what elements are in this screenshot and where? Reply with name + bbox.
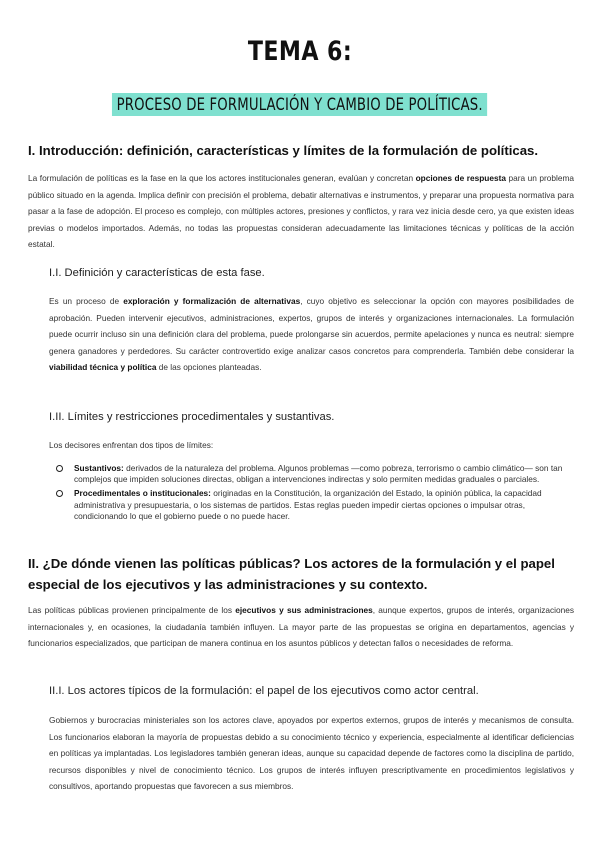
limits-list — [56, 463, 576, 525]
section-1-paragraph — [28, 170, 574, 253]
text-run: para un problema público situado en la agenda. Implica definir con precisión el problema, debatir alternativas e instrumentos, y preparar una propuesta normativa para pasar a la fase de adopción. El proceso es complejo, con múltiples actores, presiones y conflictos, y rara vez inicia desde cero, ya que existen ideas previas o modelos importados. Además, no todas las propuestas consideran adecuadamente las limitaciones técnicas y políticas de la acción estatal. — [28, 173, 575, 250]
list-item — [56, 488, 576, 522]
text-run: La formulación de políticas es la fase en la que los actores institucionales generan, evalúan y concretan — [28, 173, 416, 183]
text-run: originadas en la Constitución, la organización del Estado, la opinión pública, la capacidad administrativa y presupuestaria, o los sistemas de partidos. Estas reglas pueden impedir ciertas opciones o impulsar otras, condicionando lo que el gobierno puede o no puede hacer. — [74, 488, 542, 521]
page-subtitle: PROCESO DE FORMULACIÓN Y CAMBIO DE POLÍTICAS. — [112, 93, 487, 116]
subsection-1-2-intro: Los decisores enfrentan dos tipos de límites: — [49, 440, 214, 450]
text-run: de las opciones planteadas. — [156, 362, 262, 373]
subsection-1-1-heading: I.I. Definición y características de esta fase. — [49, 267, 265, 279]
section-2-paragraph — [28, 602, 574, 652]
subtitle-wrapper — [0, 93, 600, 116]
subsection-2-1-paragraph: Gobiernos y burocracias ministeriales son los actores clave, apoyados por expertos externos, grupos de interés y mecanismos de consulta. Los funcionarios elaboran la mayoría de propuestas debido a su conocimiento técnico y experiencia, especialmente al identificar deficiencias en políticas ya implantadas. Los legisladores también generan ideas, aunque su capacidad depende de factores como la disciplina de partido, recursos disponibles y nivel de conocimiento técnico. Los grupos de interés influyen prescriptivamente en procedimientos legislativos y consultivos, aportando propuestas que favorecen a sus miembros. — [49, 715, 574, 792]
bold-run: ejecutivos y sus administraciones — [235, 605, 373, 615]
circle-bullet-icon — [56, 465, 63, 472]
subsection-1-2-heading: I.II. Límites y restricciones procedimentales y sustantivas. — [49, 411, 335, 423]
bold-run: Sustantivos: — [74, 463, 124, 473]
bold-run: viabilidad técnica y política — [49, 362, 157, 373]
bold-run: Procedimentales o institucionales: — [74, 488, 211, 499]
page-title: TEMA 6: — [247, 36, 353, 67]
text-run: Las políticas públicas provienen principalmente de los — [28, 605, 236, 615]
section-1-heading: I. Introducción: definición, características y límites de la formulación de políticas. — [28, 143, 539, 158]
text-run: , cuyo objetivo es seleccionar la opción con mayores posibilidades de aprobación. Pueden intervenir ejecutivos, administraciones, expertos, grupos de interés y organizaciones internacionales. La formulación puede ocurrir incluso sin una definición clara del problema, puede prolongarse sin acuerdos, permite apelaciones y nunca es neutral: siempre genera ganadores y perdedores. Su carácter controvertido exige analizar casos concretos para comprenderla. También debe considerar la — [49, 296, 574, 356]
subsection-2-1-heading: II.I. Los actores típicos de la formulación: el papel de los ejecutivos como actor central. — [49, 685, 479, 697]
text-run: derivados de la naturaleza del problema. Algunos problemas —como pobreza, terrorismo o cambio climático— son tan complejos que impiden soluciones directas, obligan a intervenciones indirectas y solo permiten medidas graduales o parciales. — [74, 463, 563, 485]
subsection-1-1-paragraph — [49, 293, 574, 376]
circle-bullet-icon — [56, 490, 63, 497]
bold-run: exploración y formalización de alternativas — [123, 296, 301, 306]
bold-run: opciones de respuesta — [415, 173, 506, 183]
text-run: Es un proceso de — [49, 296, 124, 306]
text-run: , aunque expertos, grupos de interés, organizaciones internacionales y, en ocasiones, la ciudadanía también influyen. La mayor parte de las propuestas se origina en departamentos, agencias y funcionarios especializados, que participan de manera continua en los asuntos públicos y detectan fallos o necesidades de reforma. — [28, 605, 574, 649]
list-item — [56, 463, 576, 485]
section-2-heading: II. ¿De dónde vienen las políticas públicas? Los actores de la formulación y el papel especial de los ejecutivos y las administraciones y su contexto. — [28, 556, 555, 592]
